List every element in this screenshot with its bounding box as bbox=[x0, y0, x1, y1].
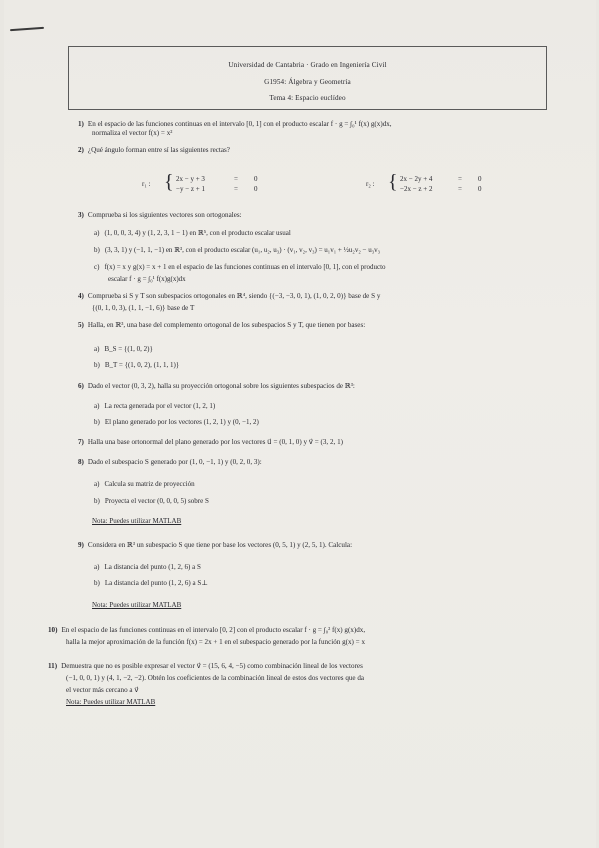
question-11-line-2: (−1, 0, 0, 1) y (4, 1, −2, −2). Obtén los coeficientes de la combinación lineal de estos dos vectores que da bbox=[66, 674, 365, 682]
equals-1: = bbox=[458, 175, 462, 183]
q8-item-b: b) Proyecta el vector (0, 0, 0, 5) sobre S bbox=[94, 497, 209, 505]
equation-2: −y − z + 1 bbox=[176, 185, 205, 193]
question-6 bbox=[78, 382, 355, 391]
question-text: Halla, en ℝ³, una base del complemento ortogonal de los subespacios S y T, que tienen por bases: bbox=[87, 321, 366, 329]
question-7 bbox=[78, 438, 343, 447]
question-text: Demuestra que no es posible expresar el vector v⃗ = (15, 6, 4, −5) como combinación lineal de los vectores bbox=[61, 662, 363, 670]
question-text: Dado el subespacio S generado por (1, 0, −1, 1) y (0, 2, 0, 3): bbox=[87, 458, 262, 466]
equation-1: 2x − 2y + 4 bbox=[400, 175, 433, 183]
q3-item-c-line-2: escalar f · g = ∫₀¹ f(x)g(x)dx bbox=[108, 275, 186, 283]
pen-mark bbox=[10, 27, 44, 31]
header-box bbox=[68, 46, 547, 110]
question-text: En el espacio de las funciones continuas en el intervalo [0, 2] con el producto escalar f · g = ∫₀² f(x) g(x)dx, bbox=[61, 626, 366, 634]
question-number: 9) bbox=[78, 541, 84, 549]
q5-item-a: a) B_S = {(1, 0, 2)} bbox=[94, 345, 153, 353]
question-text: Considera en ℝ³ un subespacio S que tiene por base los vectores (0, 5, 1) y (2, 5, 1). Calcula: bbox=[87, 541, 353, 549]
question-text: ¿Qué ángulo forman entre sí las siguientes rectas? bbox=[87, 146, 230, 154]
question-number: 6) bbox=[78, 382, 84, 390]
brace: { bbox=[388, 171, 398, 193]
equals-2: = bbox=[458, 185, 462, 193]
question-9 bbox=[78, 541, 352, 550]
q9-item-b: b) La distancia del punto (1, 2, 6) a S⊥ bbox=[94, 579, 208, 587]
equation-1: 2x − y + 3 bbox=[176, 175, 205, 183]
rhs-1: 0 bbox=[254, 175, 258, 183]
question-text: Comprueba si S y T son subespacios ortogonales en ℝ⁴, siendo {(−3, −3, 0, 1), (1, 0, 2, 0)} base de S y bbox=[87, 292, 381, 300]
question-text: Dado el vector (0, 3, 2), halla su proyección ortogonal sobre los siguientes subespacios de ℝ³: bbox=[87, 382, 355, 390]
equals-2: = bbox=[234, 185, 238, 193]
question-11-line-3: el vector más cercano a v⃗ bbox=[66, 686, 139, 694]
rhs-2: 0 bbox=[254, 185, 258, 193]
question-4 bbox=[78, 292, 380, 301]
equation-2: −2x − z + 2 bbox=[400, 185, 433, 193]
question-number: 8) bbox=[78, 458, 84, 466]
note-matlab-3: Nota: Puedes utilizar MATLAB bbox=[66, 698, 156, 706]
question-1-line-2: normaliza el vector f(x) = x² bbox=[92, 129, 173, 137]
q9-item-a: a) La distancia del punto (1, 2, 6) a S bbox=[94, 563, 201, 571]
question-5 bbox=[78, 321, 365, 330]
q6-item-b: b) El plano generado por los vectores (1, 2, 1) y (0, −1, 2) bbox=[94, 418, 259, 426]
question-number: 1) bbox=[78, 120, 84, 128]
q3-item-c: c) f(x) = x y g(x) = x + 1 en el espacio de las funciones continuas en el intervalo [0, 1], con el producto bbox=[94, 263, 386, 271]
question-text: Halla una base ortonormal del plano generado por los vectores u⃗ = (0, 1, 0) y v⃗ = (3, 2, 1) bbox=[87, 438, 343, 446]
question-number: 3) bbox=[78, 211, 84, 219]
question-10 bbox=[48, 626, 365, 635]
question-2 bbox=[78, 146, 230, 155]
header-university: Universidad de Cantabria · Grado en Ingeniería Civil bbox=[228, 61, 387, 69]
question-number: 7) bbox=[78, 438, 84, 446]
rhs-2: 0 bbox=[478, 185, 482, 193]
question-number: 11) bbox=[48, 662, 58, 670]
line-name: r₁ : bbox=[142, 180, 151, 188]
equals-1: = bbox=[234, 175, 238, 183]
question-text: En el espacio de las funciones continuas en el intervalo [0, 1] con el producto escalar f · g = ∫₀¹ f(x) g(x)dx, bbox=[87, 120, 392, 128]
header-topic: Tema 4: Espacio euclídeo bbox=[269, 94, 346, 102]
question-number: 10) bbox=[48, 626, 58, 634]
question-text: Comprueba si los siguientes vectores son ortogonales: bbox=[87, 211, 242, 219]
q5-item-b: b) B_T = {(1, 0, 2), (1, 1, 1)} bbox=[94, 361, 180, 369]
question-10-line-2: halla la mejor aproximación de la función f(x) = 2x + 1 en el subespacio generado por la función g(x) = x bbox=[66, 638, 366, 646]
note-matlab-1: Nota: Puedes utilizar MATLAB bbox=[92, 517, 182, 525]
question-11 bbox=[48, 662, 363, 671]
rhs-1: 0 bbox=[478, 175, 482, 183]
question-8 bbox=[78, 458, 262, 467]
question-4-line-2: {(0, 1, 0, 3), (1, 1, −1, 6)} base de T bbox=[92, 304, 195, 312]
question-number: 4) bbox=[78, 292, 84, 300]
question-number: 2) bbox=[78, 146, 84, 154]
question-number: 5) bbox=[78, 321, 84, 329]
line-name: r₂ : bbox=[366, 180, 375, 188]
exam-sheet bbox=[4, 0, 596, 848]
q6-item-a: a) La recta generada por el vector (1, 2, 1) bbox=[94, 402, 216, 410]
q8-item-a: a) Calcula su matriz de proyección bbox=[94, 480, 195, 488]
header-course: G1954: Álgebra y Geometría bbox=[264, 78, 351, 86]
question-1 bbox=[78, 120, 392, 129]
q3-item-b: b) (3, 3, 1) y (−1, 1, −1) en ℝ³, con el producto escalar (u₁, u₂, u₃) · (v₁, v₂, v₃) = u₁v₁ + ½u₂v₂ − u₃v₃ bbox=[94, 246, 381, 254]
brace: { bbox=[164, 171, 174, 193]
q3-item-a: a) (1, 0, 0, 3, 4) y (1, 2, 3, 1 − 1) en ℝ⁵, con el producto escalar usual bbox=[94, 229, 291, 237]
question-3 bbox=[78, 211, 242, 220]
note-matlab-2: Nota: Puedes utilizar MATLAB bbox=[92, 601, 182, 609]
